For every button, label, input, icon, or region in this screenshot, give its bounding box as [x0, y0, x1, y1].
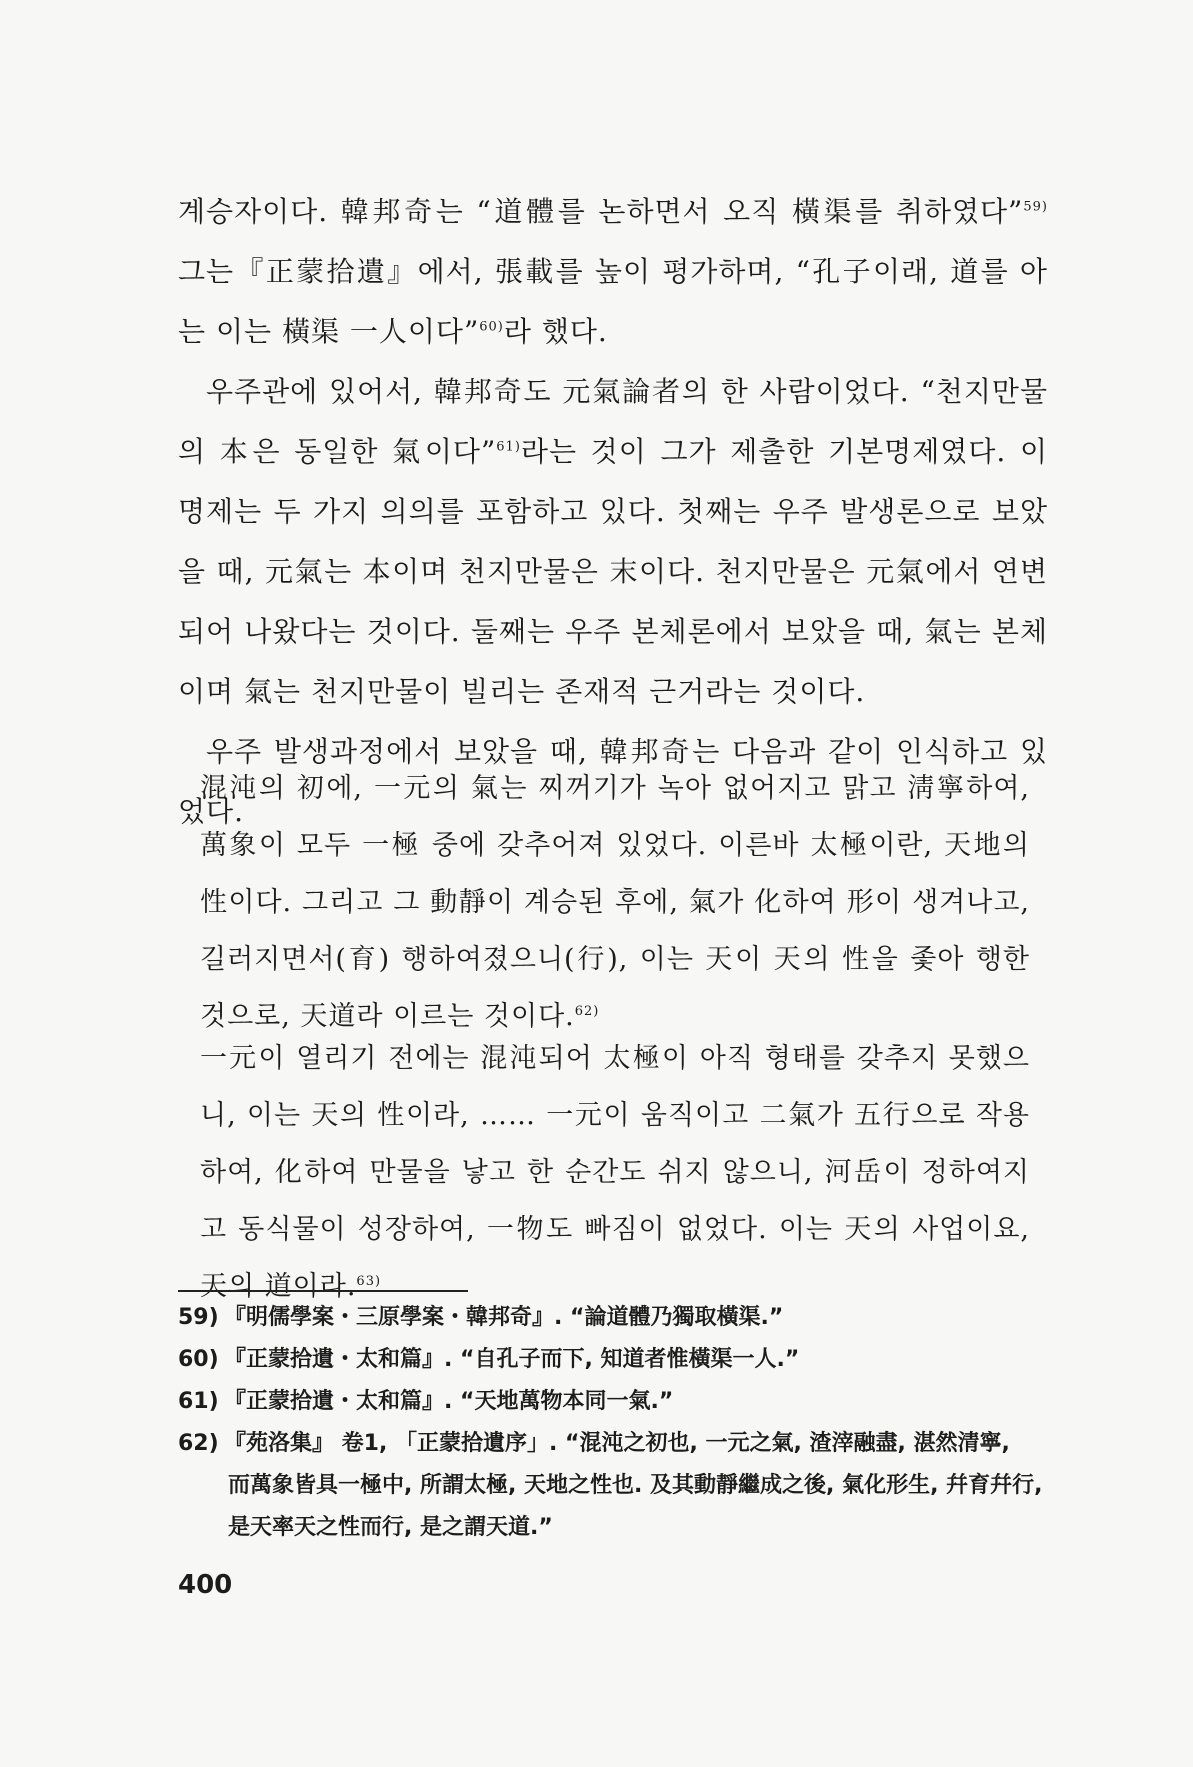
- block-quote-1-text: 混沌의 初에, 一元의 氣는 찌꺼기가 녹아 없어지고 맑고 淸寧하여, 萬象이 모두 一極 중에 갖추어져 있었다. 이른바 太極이란, 天地의 性이다. 그리고 그 動靜이 계승된 후에, 氣가 化하여 形이 생겨나고, 길러지면서(育) 행하여졌으니(行), 이는 天이 天의 性을 좇아 행한 것으로, 天道라 이르는 것이다.: [200, 773, 1030, 1032]
- footnote-text: 『正蒙拾遺・太和篇』. “天地萬物本同一氣.”: [224, 1389, 674, 1414]
- footnote-ref-61: 61): [496, 439, 521, 455]
- footnote-text: 『苑洛集』 卷1, 「正蒙拾遺序」. “混沌之初也, 一元之氣, 渣滓融盡, 湛然清寧,: [224, 1431, 1010, 1456]
- footnote-ref-63: 63): [356, 1274, 382, 1289]
- paragraph-2-text-b: 라는 것이 그가 제출한 기본명제였다. 이 명제는 두 가지 의의를 포함하고 있다. 첫째는 우주 발생론으로 보았을 때, 元氣는 本이며 천지만물은 末이다. 천지만물은 元氣에서 연변되어 나왔다는 것이다. 둘째는 우주 본체론에서 보았을 때, 氣는 본체이며 氣는 천지만물이 빌리는 존재적 근거라는 것이다.: [178, 435, 1048, 708]
- paragraph-2-text-a: 우주관에 있어서, 韓邦奇도 元氣論者의 한 사람이었다. “천지만물의 本은 동일한 氣이다”: [178, 375, 1048, 468]
- paragraph-2: [178, 362, 1048, 722]
- footnote-number: 60): [178, 1347, 219, 1372]
- footnotes: [178, 1297, 1048, 1549]
- paragraph-1-text-a: 계승자이다. 韓邦奇는 “道體를 논하면서 오직 橫渠를 취하였다”: [178, 195, 1024, 228]
- footnote-59: [178, 1297, 1048, 1339]
- paragraph-1-text-b: 그는『正蒙拾遺』에서, 張載를 높이 평가하며, “孔子이래, 道를 아는 이는 橫渠 一人이다”: [178, 255, 1048, 348]
- body-text: [178, 182, 1048, 842]
- paragraph-1: [178, 182, 1048, 362]
- footnote-62-continued: 而萬象皆具一極中, 所謂太極, 天地之性也. 及其動靜繼成之後, 氣化形生, 幷育幷行, 是天率天之性而行, 是之謂天道.”: [228, 1473, 1043, 1540]
- paragraph-3: 우주 발생과정에서 보았을 때, 韓邦奇는 다음과 같이 인식하고 있었다.: [178, 735, 1048, 828]
- footnote-text: 『正蒙拾遺・太和篇』. “自孔子而下, 知道者惟橫渠一人.”: [224, 1347, 800, 1372]
- block-quote-2: [200, 1030, 1030, 1315]
- footnote-separator: [178, 1290, 468, 1292]
- footnote-number: 59): [178, 1305, 219, 1330]
- footnote-ref-59: 59): [1023, 199, 1048, 215]
- block-quote-2-text: 一元이 열리기 전에는 混沌되어 太極이 아직 형태를 갖추지 못했으니, 이는 天의 性이라, …… 一元이 움직이고 二氣가 五行으로 작용하여, 化하여 만물을 낳고 한 순간도 쉬지 않으니, 河岳이 정하여지고 동식물이 성장하여, 一物도 빠짐이 없었다. 이는 天의 사업이요, 天의 道이라.: [200, 1043, 1030, 1302]
- footnote-ref-62: 62): [574, 1004, 600, 1019]
- footnote-number: 61): [178, 1389, 219, 1414]
- footnote-60: [178, 1339, 1048, 1381]
- paragraph-1-text-c: 라 했다.: [503, 315, 608, 348]
- footnote-ref-60: 60): [479, 319, 504, 335]
- footnote-text: 『明儒學案・三原學案・韓邦奇』. “論道體乃獨取橫渠.”: [224, 1305, 784, 1330]
- footnote-61: [178, 1381, 1048, 1423]
- block-quote-1: [200, 760, 1030, 1045]
- footnote-62: [178, 1423, 1048, 1465]
- page-number: 400: [178, 1570, 233, 1600]
- footnote-number: 62): [178, 1431, 219, 1456]
